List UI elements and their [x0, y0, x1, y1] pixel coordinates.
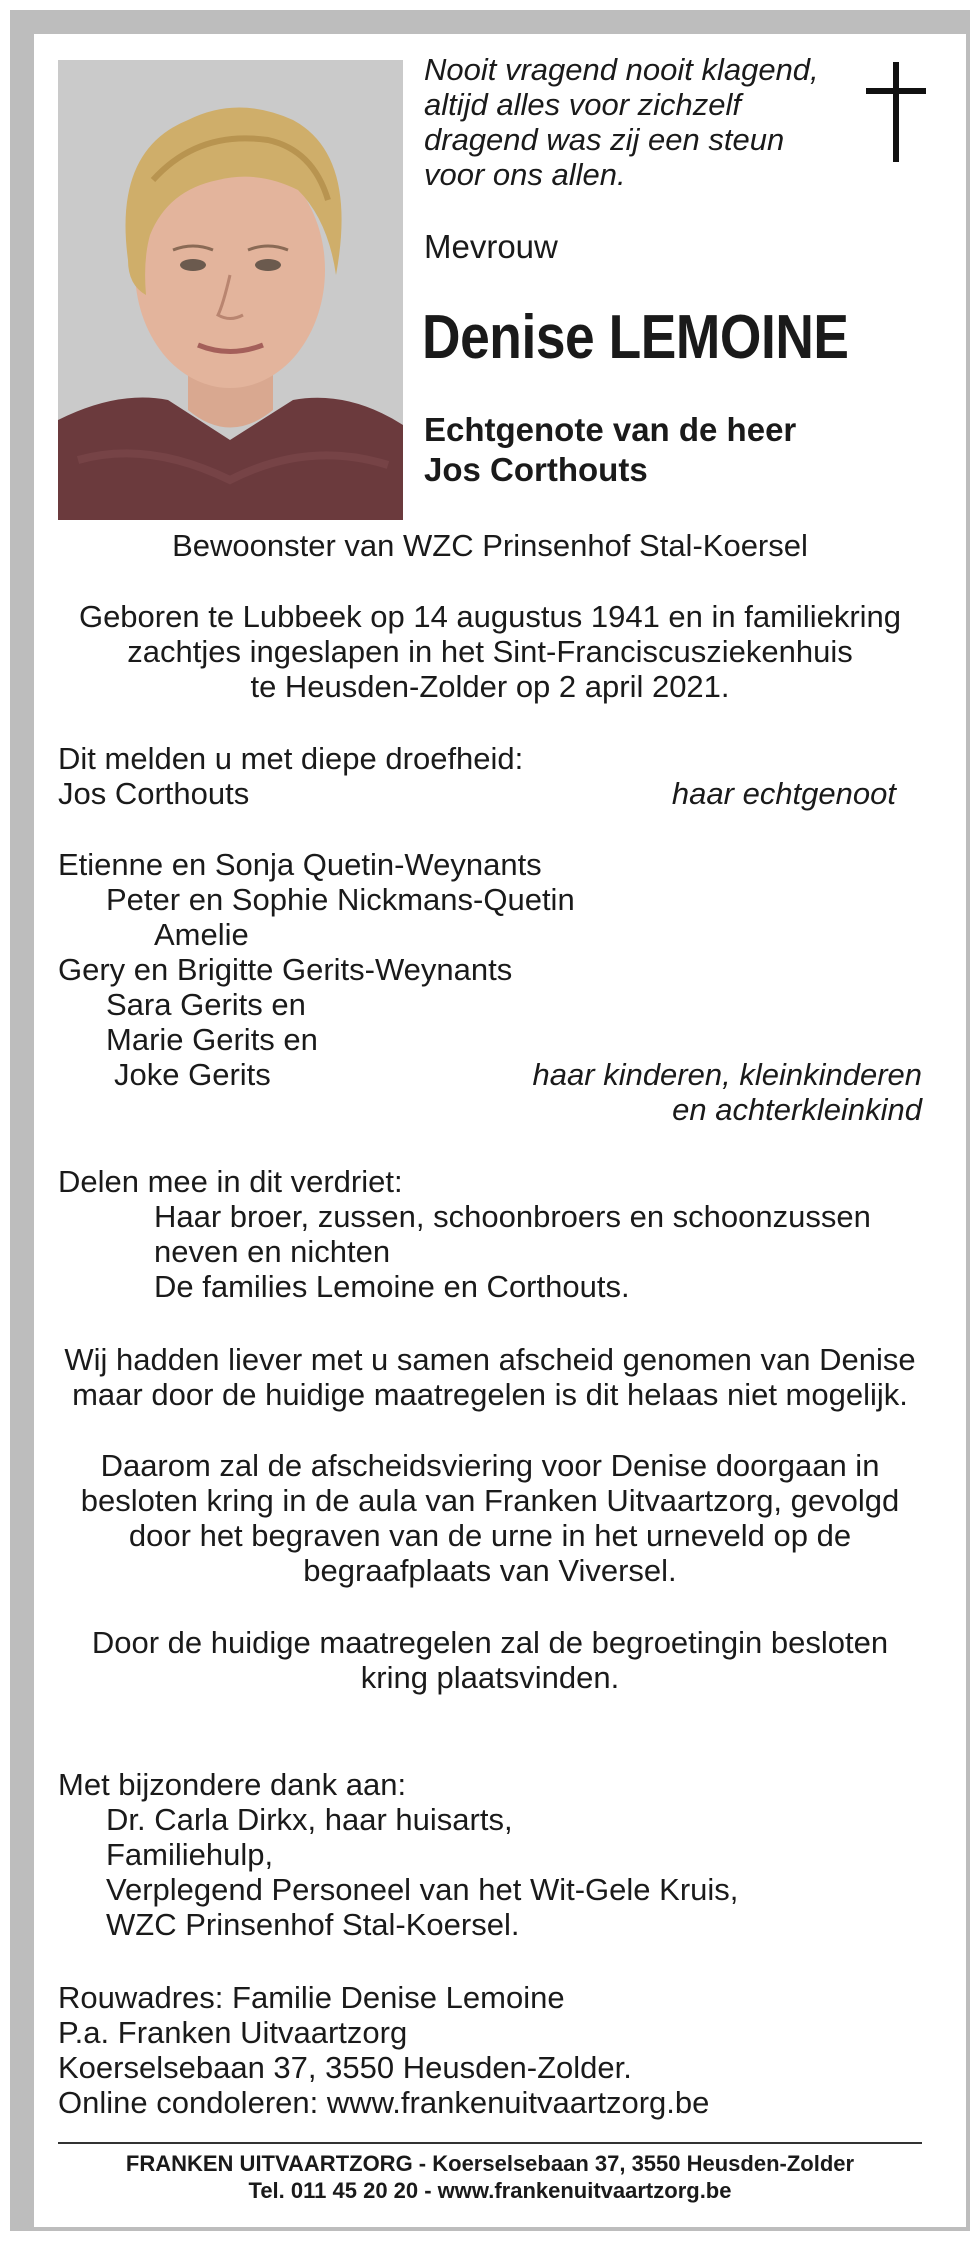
paragraph-line: kring plaatsvinden.	[360, 1660, 620, 1695]
residence	[40, 528, 940, 563]
cross-icon	[866, 62, 926, 162]
portrait-photo	[58, 60, 403, 520]
poem-line: altijd alles voor zichzelf	[424, 87, 742, 122]
poem-line: voor ons allen.	[424, 157, 626, 192]
paragraph-line: Daarom zal de afscheidsviering voor Denise doorgaan in	[100, 1448, 880, 1483]
family-line: Peter en Sophie Nickmans-Quetin	[106, 882, 575, 917]
share-line: neven en nichten	[154, 1234, 391, 1269]
thanks-line: Dr. Carla Dirkx, haar huisarts,	[106, 1802, 513, 1837]
thanks-line: WZC Prinsenhof Stal-Koersel.	[106, 1907, 520, 1942]
footer	[40, 2150, 940, 2204]
address-line: Koerselsebaan 37, 3550 Heusden-Zolder.	[58, 2050, 632, 2085]
family-role: haar kinderen, kleinkinderen	[532, 1057, 922, 1092]
family-line: Marie Gerits en	[106, 1022, 318, 1057]
family-line: Amelie	[154, 917, 249, 952]
family-line: Sara Gerits en	[106, 987, 306, 1022]
spouse-line: Echtgenote van de heer	[424, 411, 797, 448]
thanks-intro: Met bijzondere dank aan:	[58, 1767, 407, 1802]
paragraph-line: Door de huidige maatregelen zal de begroetingin besloten	[91, 1625, 889, 1660]
birth-line: zachtjes ingeslapen in het Sint-Franciscusziekenhuis	[127, 634, 853, 669]
birth-line: te Heusden-Zolder op 2 april 2021.	[250, 669, 730, 704]
honorific: Mevrouw	[424, 228, 558, 265]
announce-intro: Dit melden u met diepe droefheid:	[58, 741, 524, 776]
residence-text: Bewoonster van WZC Prinsenhof Stal-Koersel	[172, 528, 808, 563]
paragraph-line: besloten kring in de aula van Franken Uitvaartzorg, gevolgd	[80, 1483, 900, 1518]
paragraph-line: begraafplaats van Viversel.	[303, 1553, 677, 1588]
address-line: Online condoleren: www.frankenuitvaartzorg.be	[58, 2085, 710, 2120]
address-line: Rouwadres: Familie Denise Lemoine	[58, 1980, 565, 2015]
family-line: Joke Gerits	[114, 1057, 271, 1092]
poem-line: dragend was zij een steun	[424, 122, 785, 157]
poem	[424, 52, 819, 192]
paragraph-farewell	[40, 1342, 940, 1412]
spouse-line: Jos Corthouts	[424, 451, 648, 488]
footer-divider	[58, 2142, 922, 2144]
share-line: Haar broer, zussen, schoonbroers en schoonzussen	[154, 1199, 871, 1234]
paragraph-greeting	[40, 1625, 940, 1695]
paragraph-line: Wij hadden liever met u samen afscheid genomen van Denise	[64, 1342, 916, 1377]
paragraph-line: door het begraven van de urne in het urneveld op de	[128, 1518, 852, 1553]
birth-line: Geboren te Lubbeek op 14 augustus 1941 en in familiekring	[78, 599, 902, 634]
family-line: Etienne en Sonja Quetin-Weynants	[58, 847, 542, 882]
share-intro: Delen mee in dit verdriet:	[58, 1164, 403, 1199]
address-line: P.a. Franken Uitvaartzorg	[58, 2015, 408, 2050]
thanks-line: Familiehulp,	[106, 1837, 274, 1872]
thanks-line: Verplegend Personeel van het Wit-Gele Kruis,	[106, 1872, 739, 1907]
paragraph-line: maar door de huidige maatregelen is dit helaas niet mogelijk.	[72, 1377, 908, 1412]
footer-line: FRANKEN UITVAARTZORG - Koerselsebaan 37, 3550 Heusden-Zolder	[125, 2151, 855, 2176]
family-line: Gery en Brigitte Gerits-Weynants	[58, 952, 513, 987]
birth-info	[40, 599, 940, 704]
share-line: De families Lemoine en Corthouts.	[154, 1269, 630, 1304]
poem-line: Nooit vragend nooit klagend,	[424, 52, 819, 87]
husband-role: haar echtgenoot	[671, 776, 896, 811]
deceased-name: Denise LEMOINE	[422, 303, 849, 372]
spouse-info	[424, 410, 796, 490]
paragraph-ceremony	[40, 1448, 940, 1588]
footer-line: Tel. 011 45 20 20 - www.frankenuitvaartzorg.be	[248, 2178, 732, 2203]
husband-name: Jos Corthouts	[58, 776, 250, 811]
family-role: en achterkleinkind	[672, 1092, 922, 1127]
